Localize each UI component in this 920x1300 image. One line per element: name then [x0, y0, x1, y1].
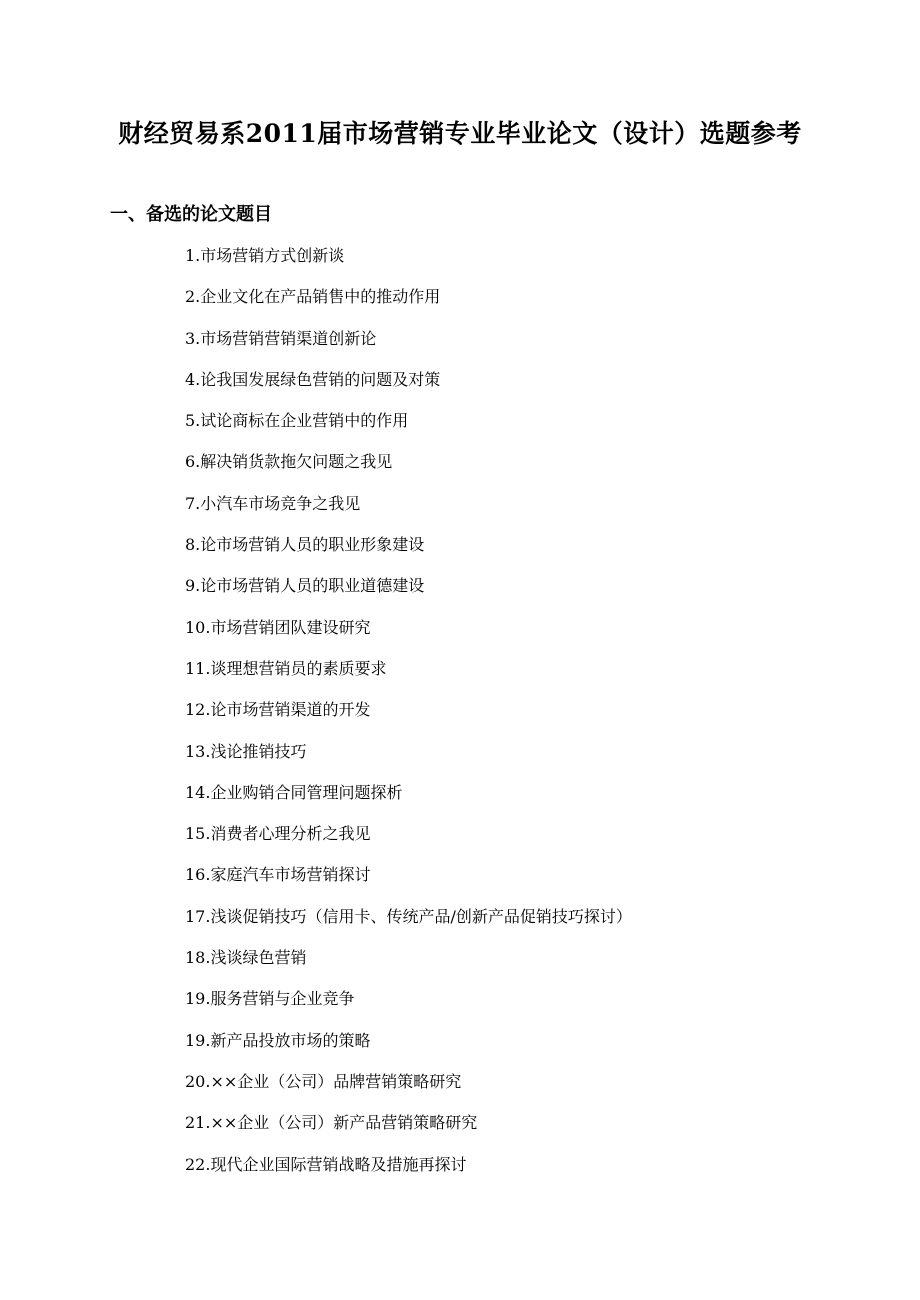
topic-item: 9.论市场营销人员的职业道德建设 [185, 576, 425, 596]
topic-item: 12.论市场营销渠道的开发 [185, 700, 371, 720]
topic-item: 4.论我国发展绿色营销的问题及对策 [185, 369, 441, 389]
topic-item: 11.谈理想营销员的素质要求 [185, 658, 387, 678]
topic-item: 2.企业文化在产品销售中的推动作用 [185, 287, 441, 307]
topic-item: 6.解决销货款拖欠问题之我见 [185, 452, 393, 472]
topic-item: 19.新产品投放市场的策略 [185, 1030, 371, 1050]
topic-item: 7.小汽车市场竞争之我见 [185, 493, 361, 513]
topic-item: 15.消费者心理分析之我见 [185, 824, 371, 844]
topic-list [185, 241, 632, 1191]
topic-item: 8.论市场营销人员的职业形象建设 [185, 535, 425, 555]
topic-item: 16.家庭汽车市场营销探讨 [185, 865, 371, 885]
topic-item: 17.浅谈促销技巧（信用卡、传统产品/创新产品促销技巧探讨） [185, 906, 632, 926]
document-title: 财经贸易系2011届市场营销专业毕业论文（设计）选题参考 [118, 119, 802, 148]
topic-item: 10.市场营销团队建设研究 [185, 617, 371, 637]
topic-item: 13.浅论推销技巧 [185, 741, 307, 761]
topic-item: 14.企业购销合同管理问题探析 [185, 782, 403, 802]
topic-item: 22.现代企业国际营销战略及措施再探讨 [185, 1154, 467, 1174]
topic-item: 18.浅谈绿色营销 [185, 948, 307, 968]
section-heading: 一、备选的论文题目 [110, 204, 272, 225]
topic-item: 19.服务营销与企业竞争 [185, 989, 355, 1009]
topic-item: 5.试论商标在企业营销中的作用 [185, 411, 409, 431]
topic-item: 1.市场营销方式创新谈 [185, 246, 345, 265]
topic-item: 3.市场营销营销渠道创新论 [185, 328, 377, 348]
topic-item: 20.××企业（公司）品牌营销策略研究 [185, 1071, 462, 1091]
topic-item: 21.××企业（公司）新产品营销策略研究 [185, 1113, 478, 1133]
